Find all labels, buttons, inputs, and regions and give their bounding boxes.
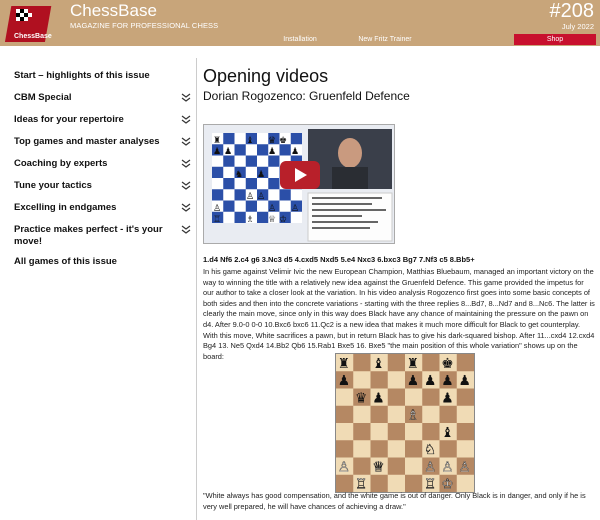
chessbase-logo[interactable] [2, 2, 62, 46]
svg-text:♛: ♛ [268, 136, 277, 146]
svg-text:♜: ♜ [213, 136, 222, 146]
svg-text:♘ [424, 442, 436, 458]
play-icon[interactable] [280, 161, 320, 189]
svg-text:♟ [424, 373, 436, 389]
svg-text:ChessBase: ChessBase [14, 33, 52, 40]
svg-text:♜ [407, 356, 419, 372]
svg-text:♙ [441, 459, 453, 475]
page-title: Opening videos [203, 66, 329, 86]
svg-text:♔ [441, 477, 453, 492]
svg-text:♕ [372, 459, 384, 475]
issue-date: July 2022 [561, 22, 594, 31]
site-header [0, 0, 600, 46]
svg-text:♝ [372, 356, 384, 372]
video-thumbnail[interactable] [203, 124, 395, 244]
sidebar-item-all-games[interactable]: All games of this issue [14, 256, 117, 267]
nav-installation[interactable]: Installation [283, 36, 317, 43]
svg-text:♗ [407, 408, 419, 424]
svg-text:♙ [338, 459, 350, 475]
svg-text:♟: ♟ [224, 147, 233, 157]
quote-paragraph: "White always has good compensation, and the white game is out of danger. Only Black is in danger, and only if he is very well prepared, he will have chances of achieving a draw." [203, 491, 586, 511]
chevron-down-icon[interactable] [181, 225, 191, 235]
chevron-down-icon[interactable] [181, 137, 191, 147]
svg-text:♙: ♙ [246, 192, 255, 202]
chevron-down-icon[interactable] [181, 181, 191, 191]
svg-text:♝ [441, 425, 453, 441]
svg-text:♟: ♟ [268, 147, 277, 157]
brand-name[interactable]: ChessBase [70, 1, 157, 20]
article-paragraph: In his game against Velimir Ivic the new European Champion, Matthias Bluebaum, managed an important victory on the way to winning the title with a relatively new idea against the Gruenfeld Defence. This game provided the impetus for our author to take a closer look at the variation. In his video analysis Rogozenco first goes into some basic concepts of both sides and then into the concrete variations - starting with the three replies 8...Bd7, 8...Nd7 and 8...Nc6. The latter is clearly the main move, since only in this way does Black have any chance of maintaining the pressure on the pawn on d4. After 9.0-0 0-0 10.Bxc6 bxc6 11.Qc2 is a new idea that makes it much more difficult for Black to get counterplay. With this move, White sacrifices a pawn, but in return Black has to give his dark-squared bishop. After 11...cxd4 12.cxd4 Bg4 13. Ne5 Qxd4 14.Bb2 Qb6 15.Rab1 Bxe5 16. Bxe5 "the main position of this whole variation" shows up on the board: [203, 267, 595, 361]
svg-text:♙: ♙ [257, 192, 266, 202]
svg-text:♚ [441, 356, 453, 372]
svg-text:♝: ♝ [246, 136, 255, 146]
nav-shop[interactable]: Shop [514, 34, 596, 45]
sidebar-item-tactics[interactable]: Tune your tactics [14, 180, 194, 192]
svg-text:♖: ♖ [213, 215, 222, 225]
sidebar-item-repertoire[interactable]: Ideas for your repertoire [14, 114, 194, 126]
video-frame [204, 125, 395, 244]
svg-text:♗: ♗ [246, 215, 255, 225]
svg-text:♙: ♙ [268, 204, 277, 214]
svg-text:♟ [458, 373, 470, 389]
svg-text:♟ [407, 373, 419, 389]
sidebar-item-start[interactable]: Start – highlights of this issue [14, 70, 150, 81]
svg-text:♟ [372, 390, 384, 406]
svg-text:♚: ♚ [279, 136, 288, 146]
issue-number: #208 [549, 0, 594, 22]
tagline: MAGAZINE FOR PROFESSIONAL CHESS [70, 21, 219, 30]
svg-text:♙: ♙ [213, 204, 222, 214]
chevron-down-icon[interactable] [181, 203, 191, 213]
opening-moves: 1.d4 Nf6 2.c4 g6 3.Nc3 d5 4.cxd5 Nxd5 5.e4 Nxc3 6.bxc3 Bg7 7.Nf3 c5 8.Bb5+ [203, 255, 475, 264]
sidebar-item-coaching[interactable]: Coaching by experts [14, 158, 194, 170]
svg-text:♖ [355, 477, 367, 492]
svg-text:♟: ♟ [213, 147, 222, 157]
svg-text:♟ [441, 390, 453, 406]
svg-text:♟ [338, 373, 350, 389]
nav-new-fritz-trainer[interactable]: New Fritz Trainer [358, 36, 412, 43]
sidebar-item-endgames[interactable]: Excelling in endgames [14, 202, 194, 214]
svg-text:♙: ♙ [291, 204, 300, 214]
chevron-down-icon[interactable] [181, 93, 191, 103]
svg-text:♟: ♟ [257, 170, 266, 180]
svg-text:♙ [424, 459, 436, 475]
svg-text:♛ [355, 390, 367, 406]
article-subtitle: Dorian Rogozenco: Gruenfeld Defence [203, 89, 410, 103]
svg-text:♞: ♞ [235, 170, 244, 180]
position-diagram [335, 353, 475, 493]
chevron-down-icon[interactable] [181, 115, 191, 125]
sidebar [0, 58, 197, 520]
sidebar-item-top-games[interactable]: Top games and master analyses [14, 136, 194, 148]
svg-text:♖ [424, 477, 436, 492]
svg-text:♙ [458, 459, 470, 475]
svg-text:♜ [338, 356, 350, 372]
svg-text:♔: ♔ [279, 215, 288, 225]
sidebar-item-cbm-special[interactable]: CBM Special [14, 92, 194, 104]
sidebar-item-practice[interactable]: Practice makes perfect - it's your move! [14, 224, 194, 248]
svg-text:♟ [441, 373, 453, 389]
svg-text:♕: ♕ [268, 215, 277, 225]
chevron-down-icon[interactable] [181, 159, 191, 169]
svg-text:♟: ♟ [291, 147, 300, 157]
